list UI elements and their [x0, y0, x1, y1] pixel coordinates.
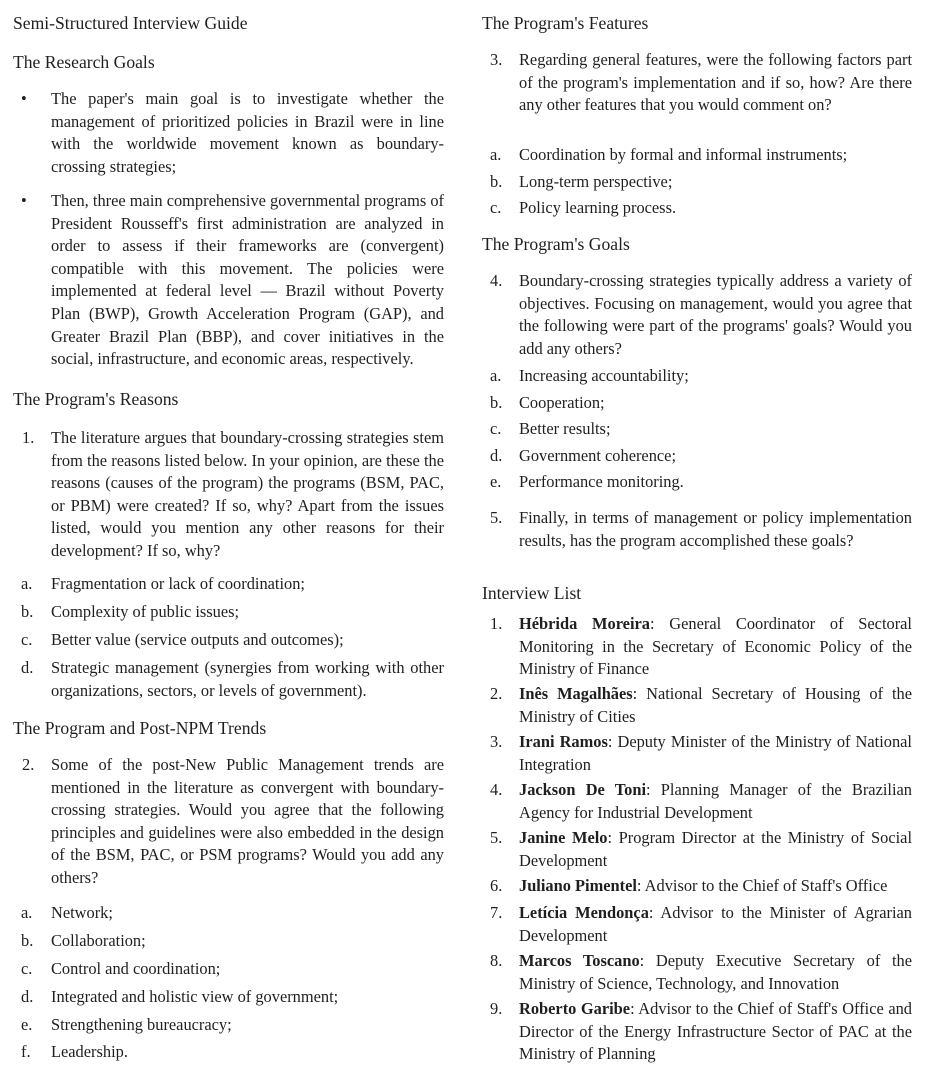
interview-list-heading: Interview List: [482, 583, 582, 603]
document-title: Semi-Structured Interview Guide: [13, 13, 248, 33]
interview-text: [519, 613, 912, 681]
research-goal-bullet: Then, three main comprehensive governmental programs of President Rousseff's first administration are analyzed in order to assess if their frameworks are (convergent) compatible with this movement. The policies were implemented at federal level — Brazil without Poverty Plan (BWP), Growth Acceleration Program (GAP), and Greater Brazil Plan (BBP), and cover initiatives in the social, infrastructure, and economic areas, respectively.: [51, 191, 444, 369]
item-letter: f.: [21, 1042, 31, 1061]
list-item: Integrated and holistic view of government;: [51, 987, 339, 1006]
item-letter: d.: [490, 446, 503, 465]
interview-number: 1.: [490, 614, 503, 633]
interviewee-role: : Deputy Executive Secretary of the Ministry of Science, Technology, and Innovation: [519, 951, 912, 993]
item-letter: b.: [21, 602, 34, 621]
item-letter: d.: [21, 658, 34, 677]
list-item: Government coherence;: [519, 446, 676, 465]
bullet-marker: •: [21, 89, 27, 108]
question-5: Finally, in terms of management or policy implementation results, has the program accomplished these goals?: [519, 508, 912, 550]
item-letter: e.: [490, 472, 502, 491]
interviewee-name: Inês Magalhães: [519, 684, 633, 703]
interview-text: [519, 779, 912, 824]
item-letter: b.: [21, 931, 34, 950]
interviewee-name: Letícia Mendonça: [519, 903, 649, 922]
reasons-heading: The Program's Reasons: [13, 389, 179, 409]
list-item: Fragmentation or lack of coordination;: [51, 574, 305, 593]
interviewee-role: : Planning Manager of the Brazilian Agency for Industrial Development: [519, 780, 912, 822]
question-1: The literature argues that boundary-crossing strategies stem from the reasons listed below. In your opinion, are these the reasons (causes of the program) the programs (BSM, PAC, or PBM) were created? If so, why? Apart from the issues listed, would you mention any other reasons for their development? If so, why?: [51, 428, 444, 560]
interview-number: 4.: [490, 780, 503, 799]
list-item: Control and coordination;: [51, 959, 221, 978]
interview-text: [519, 683, 912, 728]
interview-number: 7.: [490, 903, 503, 922]
interview-text: [519, 902, 912, 947]
interviewee-name: Irani Ramos: [519, 732, 608, 751]
interviewee-role: : Program Director at the Ministry of Social Development: [519, 828, 912, 870]
item-letter: c.: [490, 198, 502, 217]
interview-number: 6.: [490, 876, 503, 895]
question-number: 1.: [22, 428, 35, 447]
interviewee-role: : Advisor to the Chief of Staff's Office: [636, 876, 888, 895]
item-letter: a.: [21, 903, 33, 922]
item-letter: c.: [490, 419, 502, 438]
list-item: Performance monitoring.: [519, 472, 684, 491]
interviewee-role: : General Coordinator of Sectoral Monitoring in the Secretary of Economic Policy of the Ministry of Finance: [519, 614, 912, 679]
question-4: Boundary-crossing strategies typically address a variety of objectives. Focusing on management, would you agree that the following were part of the programs' goals? Would you add any others?: [519, 271, 912, 358]
features-heading: The Program's Features: [482, 13, 649, 33]
question-number: 5.: [490, 508, 503, 527]
interview-number: 2.: [490, 684, 503, 703]
bullet-marker: •: [21, 191, 27, 210]
interview-number: 5.: [490, 828, 503, 847]
goals-heading: The Program's Goals: [482, 234, 630, 254]
research-goal-bullet: The paper's main goal is to investigate whether the management of prioritized policies in Brazil were in line with the worldwide movement known as boundary-crossing strategies;: [51, 89, 444, 176]
interviewee-role: : Advisor to the Chief of Staff's Office and Director of the Energy Infrastructure Sector of PAC at the Ministry of Planning: [519, 999, 912, 1064]
interviewee-name: Jackson De Toni: [519, 780, 647, 799]
list-item: Complexity of public issues;: [51, 602, 240, 621]
list-item: Leadership.: [51, 1042, 128, 1061]
item-letter: d.: [21, 987, 34, 1006]
question-2: Some of the post-New Public Management trends are mentioned in the literature as convergent with boundary-crossing strategies. Would you agree that the following principles and guidelines were also embedded in the design of the BSM, PAC, or PSM programs? Would you add any others?: [51, 755, 444, 887]
question-number: 2.: [22, 755, 35, 774]
interview-text: [519, 950, 912, 995]
interview-number: 9.: [490, 999, 503, 1018]
question-3: Regarding general features, were the following factors part of the program's implementation and if so, how? Are there any other features that you would comment on?: [519, 50, 912, 115]
item-letter: a.: [490, 145, 502, 164]
list-item: Long-term perspective;: [519, 172, 673, 191]
item-letter: c.: [21, 630, 33, 649]
item-letter: e.: [21, 1015, 33, 1034]
interviewee-role: : Deputy Minister of the Ministry of National Integration: [519, 732, 912, 774]
interviewee-name: Marcos Toscano: [519, 951, 640, 970]
interview-text: [519, 998, 912, 1066]
interviewee-role: : Advisor to the Minister of Agrarian Development: [519, 903, 912, 945]
item-letter: b.: [490, 172, 503, 191]
interview-text: [519, 875, 912, 898]
list-item: Better results;: [519, 419, 611, 438]
item-letter: a.: [490, 366, 502, 385]
item-letter: c.: [21, 959, 33, 978]
question-number: 4.: [490, 271, 503, 290]
interviewee-name: Juliano Pimentel: [519, 876, 637, 895]
item-letter: a.: [21, 574, 33, 593]
list-item: Better value (service outputs and outcomes);: [51, 630, 344, 649]
interviewee-name: Janine Melo: [519, 828, 608, 847]
interview-text: [519, 827, 912, 872]
list-item: Strengthening bureaucracy;: [51, 1015, 232, 1034]
interview-number: 3.: [490, 732, 503, 751]
research-goals-heading: The Research Goals: [13, 52, 155, 72]
list-item: Policy learning process.: [519, 198, 677, 217]
interviewee-name: Hébrida Moreira: [519, 614, 650, 633]
question-number: 3.: [490, 50, 503, 69]
list-item: Coordination by formal and informal instruments;: [519, 145, 848, 164]
list-item: Cooperation;: [519, 393, 605, 412]
interviewee-role: : National Secretary of Housing of the Ministry of Cities: [519, 684, 912, 726]
list-item: Network;: [51, 903, 113, 922]
list-item: Increasing accountability;: [519, 366, 689, 385]
list-item: Strategic management (synergies from working with other organizations, sectors, or levels of government).: [51, 658, 444, 700]
interview-number: 8.: [490, 951, 503, 970]
list-item: Collaboration;: [51, 931, 146, 950]
trends-heading: The Program and Post-NPM Trends: [13, 718, 267, 738]
item-letter: b.: [490, 393, 503, 412]
interviewee-name: Roberto Garibe: [519, 999, 631, 1018]
interview-text: [519, 731, 912, 776]
